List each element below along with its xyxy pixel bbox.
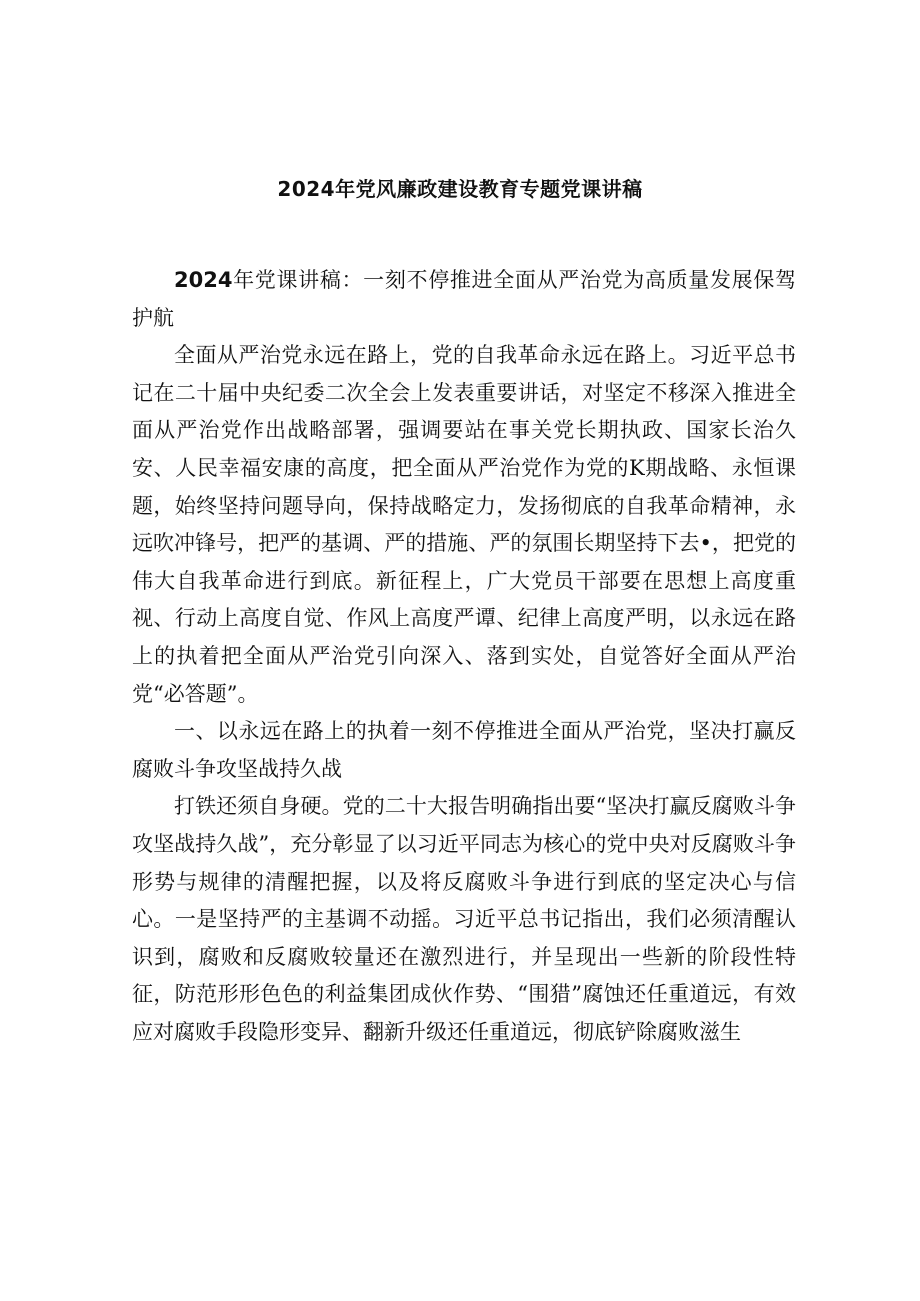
section-heading-1: 一、以永远在路上的执着一刻不停推进全面从严治党，坚决打赢反腐败斗争攻坚战持久战: [132, 719, 796, 781]
subtitle-text: 年党课讲稿：一刻不停推进全面从严治党为高质量发展保驾护航: [132, 268, 796, 330]
subtitle-year: 2024: [174, 268, 233, 292]
subtitle-paragraph: [132, 262, 796, 337]
document-title: 2024年党风廉政建设教育专题党课讲稿: [277, 177, 643, 201]
paragraph-intro: 全面从严治党永远在路上，党的自我革命永远在路上。习近平总书记在二十届中央纪委二次全会上发表重要讲话，对坚定不移深入推进全面从严治党作出战略部署，强调要站在事关党长期执政、国家长治久安、人民幸福安康的高度，把全面从严治党作为党的K期战略、永恒课题，始终坚持问题导向，保持战略定力，发扬彻底的自我革命精神，永远吹冲锋号，把严的基调、严的措施、严的氛围长期坚持下去•，把党的伟大自我革命进行到底。新征程上，广大党员干部要在思想上高度重视、行动上高度自觉、作风上高度严谭、纪律上高度严明，以永远在路上的执着把全面从严治党引向深入、落到实处，自觉答好全面从严治党“必答题”。: [132, 343, 796, 706]
paragraph-section-1: 打铁还须自身硬。党的二十大报告明确指出要“坚决打赢反腐败斗争攻坚战持久战”，充分彰显了以习近平同志为核心的党中央对反腐败斗争形势与规律的清醒把握，以及将反腐败斗争进行到底的坚定决心与信心。一是坚持严的主基调不动摇。习近平总书记指出，我们必须清醒认识到，腐败和反腐败较量还在激烈进行，并呈现出一些新的阶段性特征，防范形形色色的利益集团成伙作势、“围猎”腐蚀还任重道远，有效应对腐败手段隐形变异、翻新升级还任重道远，彻底铲除腐败滋生: [132, 794, 796, 1044]
document-body: [132, 262, 796, 1051]
